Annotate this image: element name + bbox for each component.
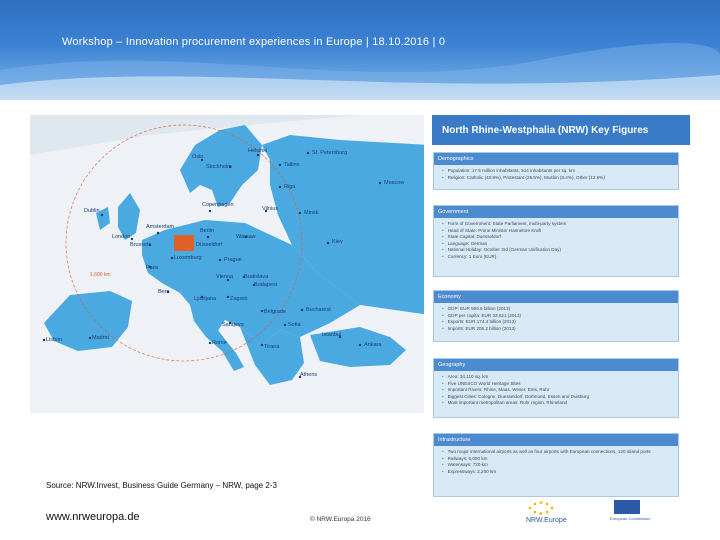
list-item: • Expressways: 2,200 km <box>442 469 674 476</box>
city-label: Luxemburg <box>174 255 202 261</box>
list-item: • Important Rivers: Rhine, Maas, Weser, Ems, Ruhr <box>442 387 674 394</box>
city-label: Oslo <box>192 154 204 160</box>
city-label: Athens <box>300 372 318 378</box>
city-label: Tallinn <box>284 162 300 168</box>
city-label: Moscow <box>384 180 405 186</box>
section-demographics <box>433 152 679 190</box>
city-label: Amsterdam <box>146 224 175 230</box>
list-item: • Population: 17.5 million inhabitants, 514 inhabitants per sq. km <box>442 168 674 175</box>
city-label: Rome <box>212 340 227 346</box>
european-commission-logo <box>610 500 651 528</box>
nrw-europe-logo <box>522 500 584 528</box>
section-government <box>433 205 679 277</box>
header-banner <box>0 0 720 100</box>
city-label: Dublin <box>84 208 100 214</box>
city-label: Stockholm <box>206 164 232 170</box>
copyright-notice: © NRW.Europa 2016 <box>310 516 371 523</box>
city-label: Minsk <box>304 210 319 216</box>
panel-title: North Rhine-Westphalia (NRW) Key Figures <box>442 125 649 136</box>
city-label: Copenhagen <box>202 202 234 208</box>
city-label: Istanbul <box>322 332 342 338</box>
list-item: • GDP per capita: EUR 33,621 (2013) <box>442 313 674 320</box>
eu-flag-icon <box>614 500 640 514</box>
list-item: • Language: German <box>442 241 674 248</box>
list-item: • State Capital: Duesseldorf <box>442 234 674 241</box>
city-label: Brussels <box>130 242 152 248</box>
city-label: Warsaw <box>236 234 256 240</box>
city-label: Lisbon <box>46 337 63 343</box>
section-heading: Economy <box>434 291 678 303</box>
list-item: • Currency: 1 Euro (EUR) <box>442 254 674 261</box>
section-heading: Demographics <box>434 153 678 165</box>
city-label: Bucharest <box>306 307 331 313</box>
section-geography <box>433 358 679 418</box>
list-item: • Biggest Cities: Cologne, Duesseldorf, Dortmund, Essen and Duisburg <box>442 394 674 401</box>
section-heading: Government <box>434 206 678 218</box>
city-label: Prague <box>224 257 242 263</box>
city-label: Düsseldorf <box>196 242 223 248</box>
city-label: Ljubljana <box>194 296 217 302</box>
city-label: Vilnius <box>262 206 279 212</box>
city-label: Bern <box>158 289 170 295</box>
city-label: Bratislava <box>244 274 269 280</box>
european-commission-text: European Commission <box>610 516 651 521</box>
city-label: Belgrade <box>264 309 287 315</box>
city-label: Sofia <box>288 322 301 328</box>
list-item: • Most important metropolitan areas: Ruhr region, Rhineland <box>442 400 674 407</box>
city-label: Vienna <box>216 274 234 280</box>
city-label: Madrid <box>92 335 109 341</box>
city-label: Helsinki <box>248 148 268 154</box>
city-label: London <box>112 234 131 240</box>
city-label: Sarajevo <box>222 322 244 328</box>
city-label: Berlin <box>200 228 215 234</box>
city-label: Paris <box>146 265 159 271</box>
list-item: • Railways: 6,000 km <box>442 456 674 463</box>
key-figures-panel <box>424 115 690 499</box>
city-label: Budapest <box>254 282 278 288</box>
list-item: • Exports: EUR 174.4 billion (2013) <box>442 319 674 326</box>
section-heading: Infrastructure <box>434 434 678 446</box>
list-item: • Area: 34,110 sq. km <box>442 374 674 381</box>
header-wave-decoration <box>0 0 720 100</box>
list-item: • Two major international airports as well as four airports with European connections, 120 inland ports <box>442 449 674 456</box>
list-item: • Five UNESCO World Heritage Sites <box>442 381 674 388</box>
list-item: • Religion: Catholic (40.9%), Protestant (25.5%), Muslim (8.4%), Other (12.6%) <box>442 175 674 182</box>
city-label: Tirana <box>264 344 280 350</box>
europe-map <box>30 115 430 413</box>
section-infrastructure <box>433 433 679 497</box>
city-label: Zagreb <box>230 296 248 302</box>
nrw-europe-logo-text: NRW.Europe <box>526 517 567 524</box>
source-citation: Source: NRW.Invest, Business Guide Germany – NRW, page 2-3 <box>46 481 277 490</box>
europe-map-graphic <box>30 115 430 413</box>
website-link[interactable]: www.nrweuropa.de <box>46 511 140 523</box>
list-item: • GDP: EUR 599.8 billion (2013) <box>442 306 674 313</box>
list-item: • Head of State: Prime Minister Hannelore Kraft <box>442 228 674 235</box>
list-item: • Imports: EUR 205.2 billion (2013) <box>442 326 674 333</box>
section-heading: Geography <box>434 359 678 371</box>
panel-header <box>432 115 690 145</box>
city-label: Ankara <box>364 342 382 348</box>
city-label: St. Petersburg <box>312 150 348 156</box>
city-label: Riga <box>284 184 296 190</box>
distance-label: 1,600 km <box>90 272 111 278</box>
eu-stars-icon <box>522 500 584 516</box>
presentation-title: Workshop – Innovation procurement experiences in Europe | 18.10.2016 | 0 <box>62 36 446 48</box>
section-economy <box>433 290 679 342</box>
list-item: • Waterways: 720 km <box>442 462 674 469</box>
list-item: • National Holiday: October 3rd (German Unification Day) <box>442 247 674 254</box>
list-item: • Form of Government: State Parliament, multi-party system <box>442 221 674 228</box>
city-label: Kiev <box>332 239 343 245</box>
